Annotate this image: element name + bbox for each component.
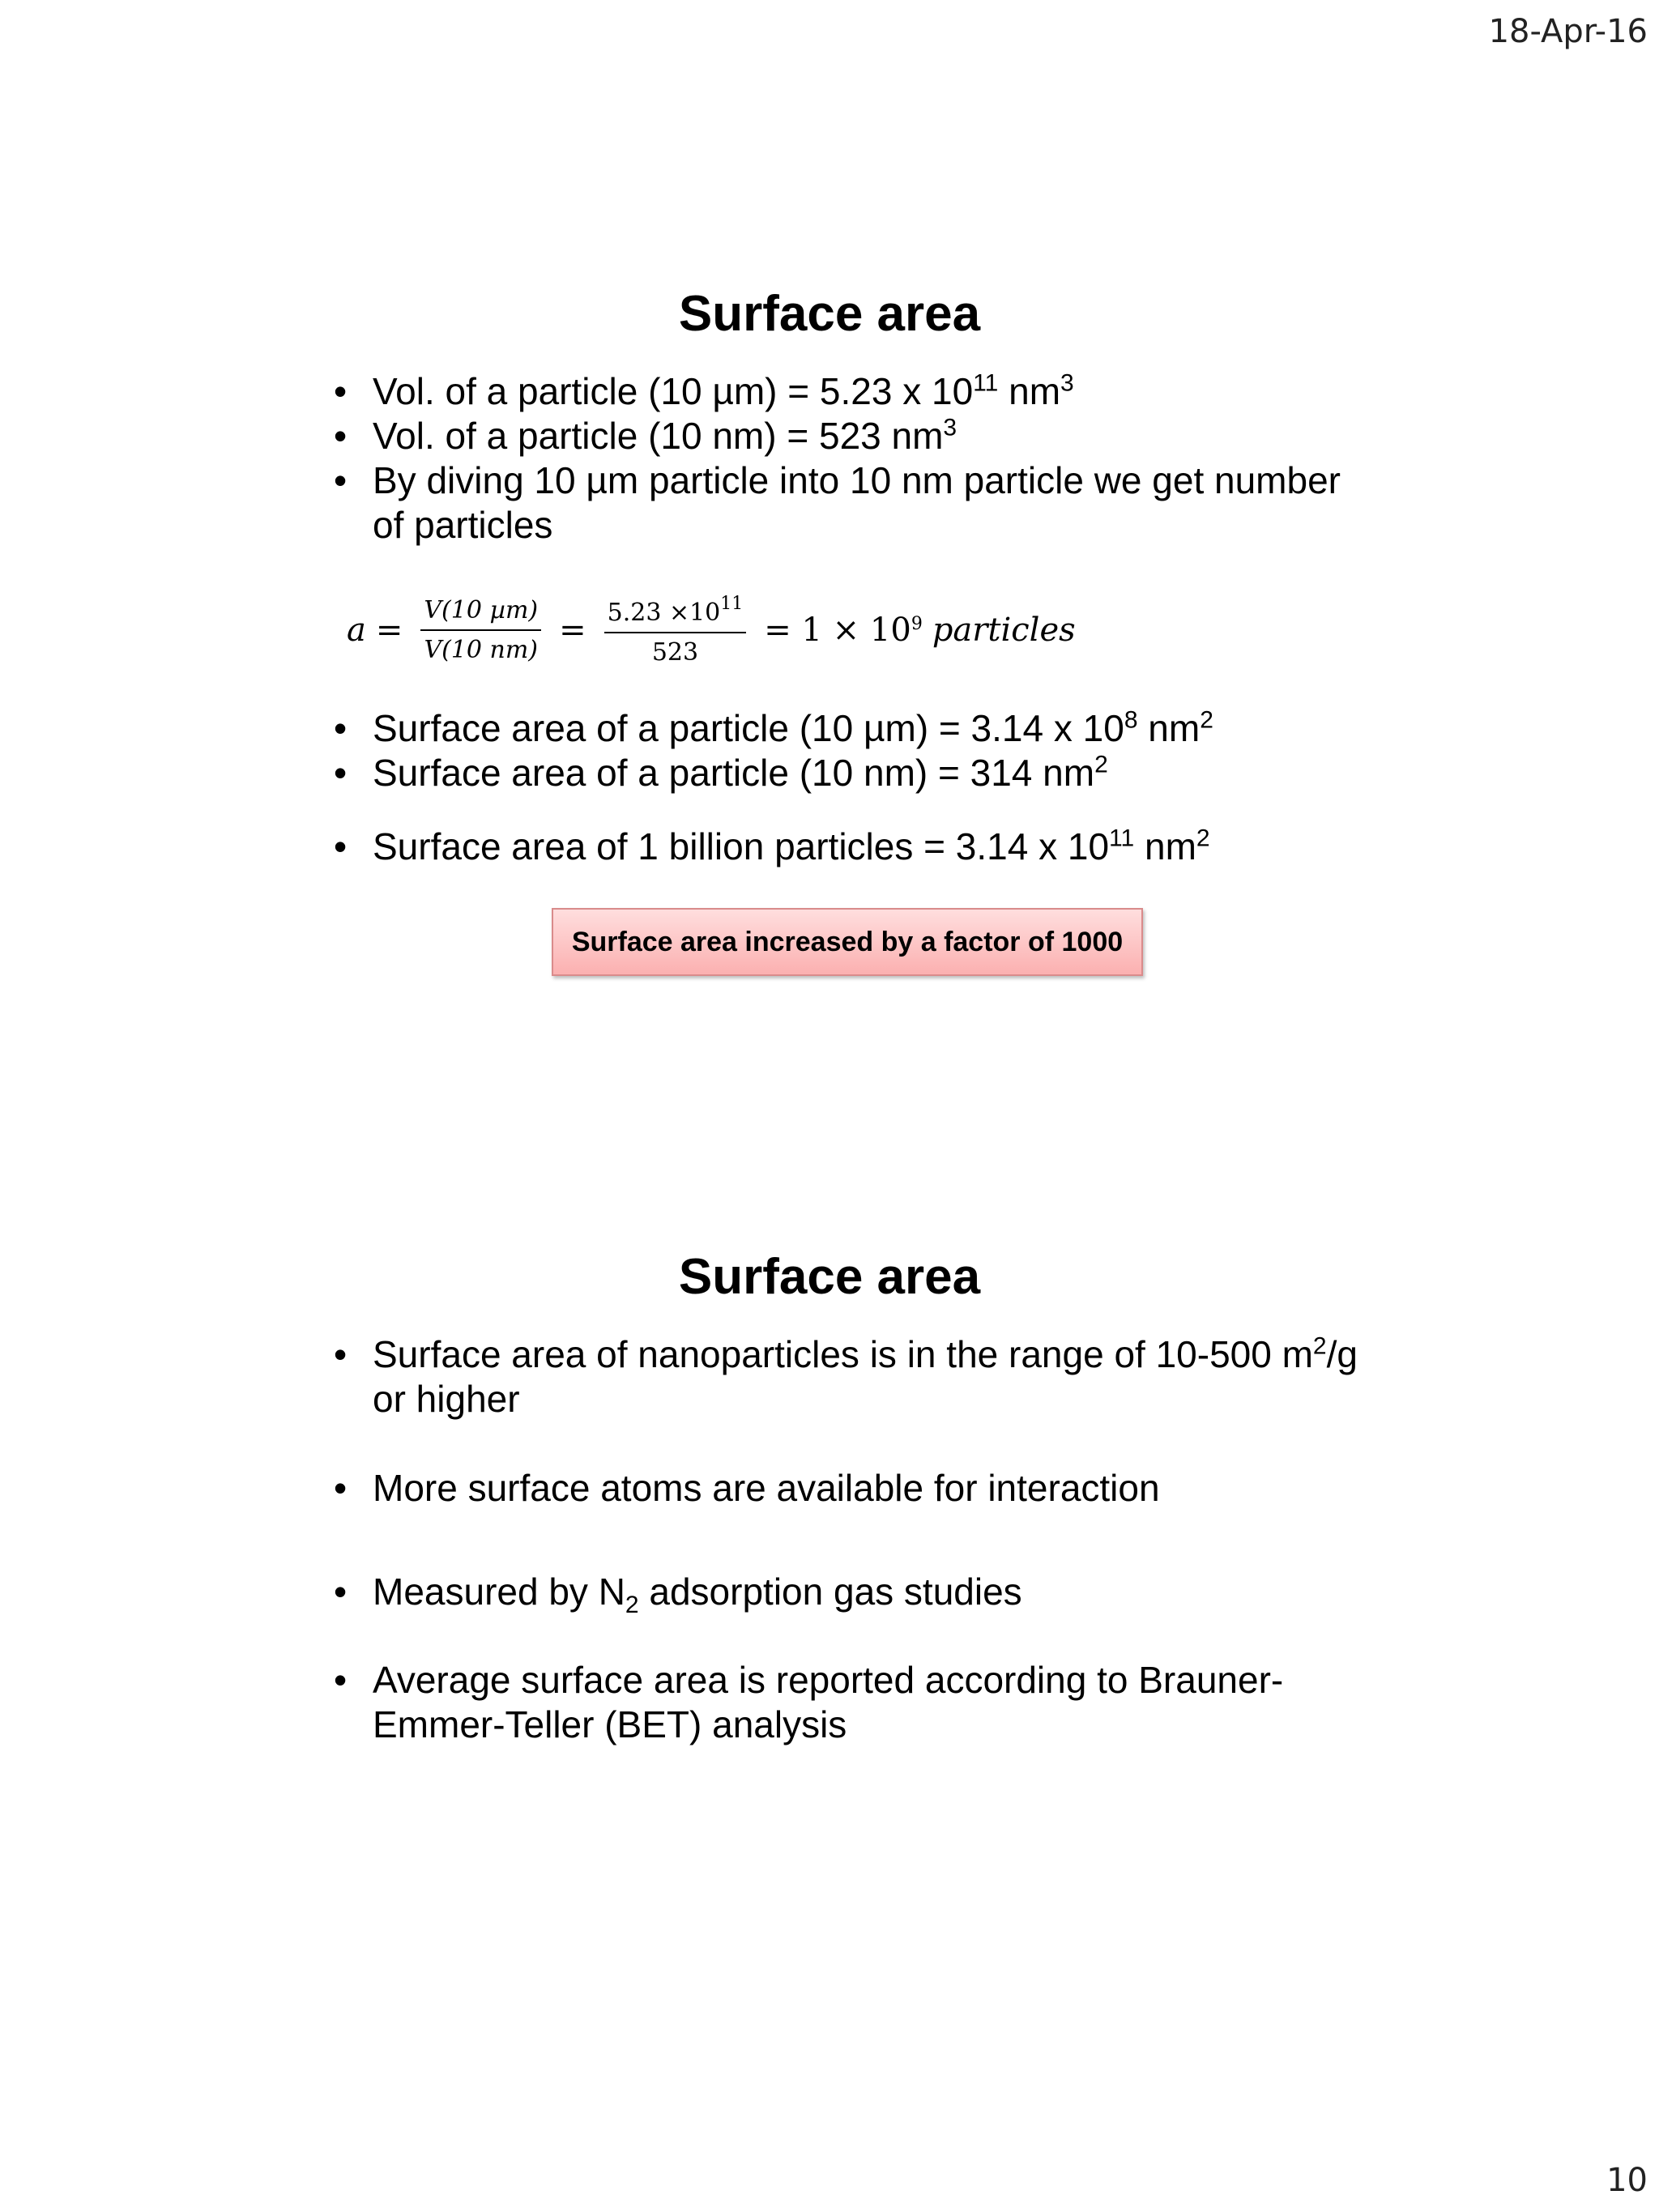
bullet-volume-10um: • Vol. of a particle (10 µm) = 5.23 x $10^{11}$ $nm^3$ — [332, 369, 1377, 414]
equation-result: = $1 \times 10^9$ — [764, 612, 923, 649]
volume-value-fraction — [604, 594, 747, 667]
header-date: 18-Apr-16 — [1488, 13, 1648, 50]
bullet-surface-10nm: • Surface area of a particle (10 nm) = 314 $nm^2$ — [332, 751, 1377, 795]
fraction2-denominator: 523 — [651, 638, 699, 667]
slide1-bullet-list-c — [332, 825, 1377, 869]
slide2-bullet-list-2 — [332, 1466, 1377, 1511]
particle-count-equation — [347, 590, 1076, 671]
slide2-bullet-list-3 — [332, 1570, 1377, 1619]
bullet-n2-adsorption: • Measured by $N_2$ adsorption gas studies — [332, 1570, 1377, 1614]
equation-result-unit: particles — [932, 612, 1076, 649]
bullet-bet-analysis: • Average surface area is reported according to Brauner-Emmer-Teller (BET) analysis — [332, 1658, 1377, 1747]
slide2-bullet-list-4 — [332, 1658, 1377, 1747]
slide1-bullet-list-b — [332, 706, 1377, 795]
fraction1-denominator: V(10 nm) — [424, 636, 539, 664]
page-number: 10 — [1606, 2162, 1648, 2199]
bullet-surface-atoms: • More surface atoms are available for interaction — [332, 1466, 1377, 1511]
surface-area-callout-box: Surface area increased by a factor of 1000 — [552, 908, 1143, 976]
equation-equals-2: = — [559, 612, 586, 649]
slide1-title: Surface area — [678, 286, 981, 342]
bullet-volume-10nm: • Vol. of a particle (10 nm) = 523 $nm^3$ — [332, 414, 1377, 458]
equation-lhs: a — [347, 612, 366, 649]
slide1-bullet-list-a — [332, 369, 1377, 548]
slide2-title: Surface area — [678, 1249, 981, 1305]
fraction1-numerator: V(10 µm) — [420, 596, 541, 631]
bullet-nanoparticle-range: • Surface area of nanoparticles is in the range of 10-500 $m^2/g$ or higher — [332, 1332, 1377, 1421]
volume-ratio-fraction — [420, 596, 541, 664]
bullet-surface-billion: • Surface area of 1 billion particles = 3.14 x $10^{11}$ $nm^2$ — [332, 825, 1377, 869]
fraction2-numerator: $5.23 \times 10^{11}$ — [604, 594, 747, 633]
equation-equals-1: = — [375, 612, 403, 649]
slide2-bullet-list-1 — [332, 1332, 1377, 1421]
bullet-dividing-particles: • By diving 10 µm particle into 10 nm particle we get number of particles — [332, 458, 1377, 548]
bullet-surface-10um: • Surface area of a particle (10 µm) = 3.14 x $10^8$ $nm^2$ — [332, 706, 1377, 751]
